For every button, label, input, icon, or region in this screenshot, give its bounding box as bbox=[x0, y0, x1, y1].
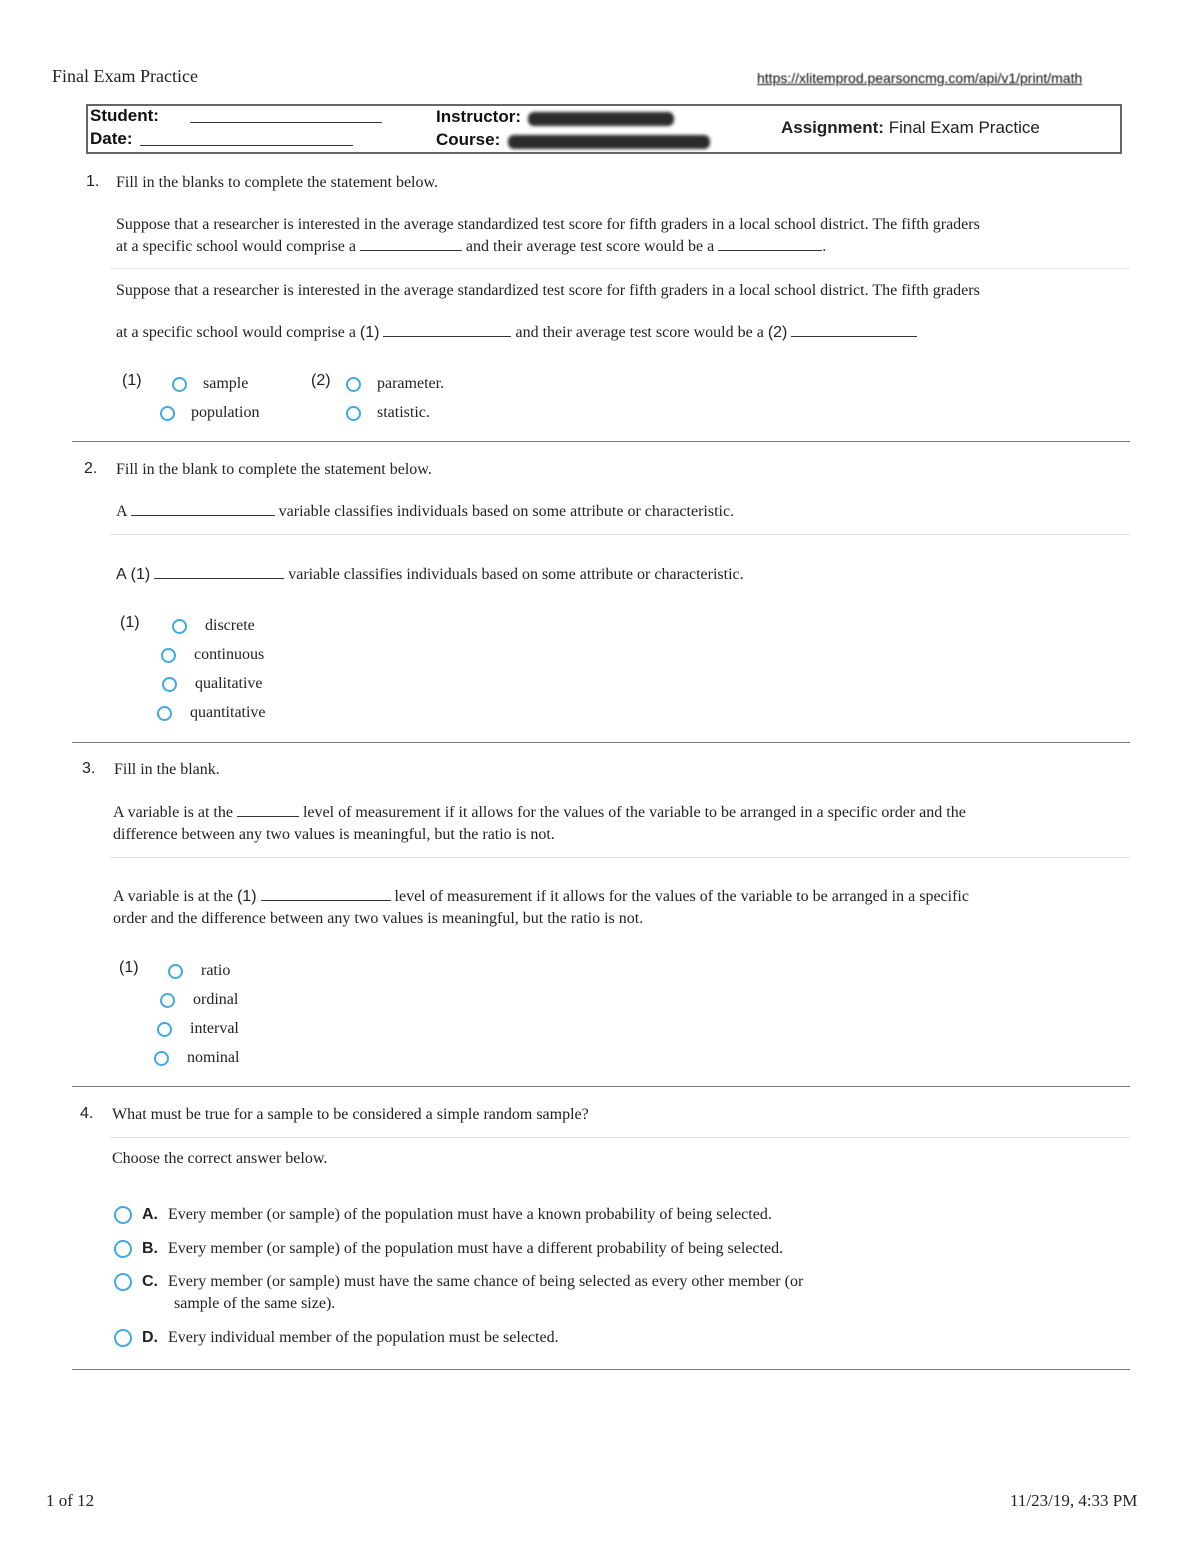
assignment-field bbox=[781, 118, 1040, 138]
option-interval[interactable]: interval bbox=[157, 1018, 239, 1040]
assignment-label: Assignment: bbox=[781, 118, 884, 137]
blank-tag: (1) bbox=[359, 324, 380, 341]
radio-button[interactable] bbox=[172, 619, 187, 634]
question-3-statement-line-2: difference between any two values is meaningful, but the ratio is not. bbox=[113, 826, 555, 843]
option-group-tag: (1) bbox=[119, 959, 139, 976]
question-divider bbox=[72, 742, 1130, 743]
course-redacted bbox=[508, 133, 710, 151]
choice-c-continued: sample of the same size). bbox=[174, 1295, 336, 1312]
blank-tag: (1) bbox=[236, 888, 257, 905]
date-label: Date: bbox=[90, 129, 133, 148]
radio-button[interactable] bbox=[162, 677, 177, 692]
radio-button[interactable] bbox=[161, 648, 176, 663]
question-divider bbox=[72, 1086, 1130, 1087]
print-timestamp: 11/23/19, 4:33 PM bbox=[1010, 1491, 1138, 1510]
option-ratio[interactable]: ratio bbox=[168, 960, 230, 982]
option-ordinal[interactable]: ordinal bbox=[160, 989, 238, 1011]
question-4-instruction: Choose the correct answer below. bbox=[112, 1150, 328, 1167]
question-3-statement-line-1: A variable is at the level of measurement if it allows for the values of the variable to be arranged in a specific order and the bbox=[113, 804, 966, 821]
answer-blank-1[interactable] bbox=[383, 324, 511, 337]
separator bbox=[110, 534, 1130, 535]
option-group-tag: (1) bbox=[120, 614, 140, 631]
radio-button[interactable] bbox=[160, 993, 175, 1008]
radio-button[interactable] bbox=[114, 1273, 132, 1291]
choice-a[interactable]: A. Every member (or sample) of the population must have a known probability of being selected. bbox=[114, 1204, 772, 1226]
radio-button[interactable] bbox=[157, 706, 172, 721]
option-qualitative[interactable]: qualitative bbox=[162, 673, 263, 695]
option-nominal[interactable]: nominal bbox=[154, 1047, 239, 1069]
student-field bbox=[190, 108, 382, 128]
question-3-number: 3. bbox=[82, 760, 96, 777]
separator bbox=[110, 857, 1130, 858]
option-group-tag: (1) bbox=[122, 372, 142, 389]
statement-blank bbox=[131, 503, 275, 516]
question-1-number: 1. bbox=[86, 173, 100, 190]
statement-blank bbox=[237, 804, 299, 817]
radio-button[interactable] bbox=[172, 377, 187, 392]
radio-button[interactable] bbox=[346, 406, 361, 421]
radio-button[interactable] bbox=[114, 1240, 132, 1258]
question-4-number: 4. bbox=[80, 1105, 94, 1122]
question-3-answer-line-2: order and the difference between any two values is meaningful, but the ratio is not. bbox=[113, 910, 644, 927]
instructor-redacted bbox=[528, 110, 674, 128]
choice-d[interactable]: D. Every individual member of the population must be selected. bbox=[114, 1327, 559, 1349]
question-1-answer-line-2: at a specific school would comprise a (1) and their average test score would be a (2) bbox=[116, 322, 917, 344]
radio-button[interactable] bbox=[346, 377, 361, 392]
choice-c[interactable]: C. Every member (or sample) must have the same chance of being selected as every other member (or bbox=[114, 1271, 803, 1293]
question-1-prompt: Fill in the blanks to complete the statement below. bbox=[116, 174, 439, 191]
student-label: Student: bbox=[90, 106, 159, 125]
radio-button[interactable] bbox=[114, 1329, 132, 1347]
option-parameter[interactable]: parameter. bbox=[346, 373, 444, 395]
option-sample[interactable]: sample bbox=[172, 373, 248, 395]
answer-blank-2[interactable] bbox=[791, 324, 917, 337]
choice-b[interactable]: B. Every member (or sample) of the population must have a different probability of being selected. bbox=[114, 1238, 783, 1260]
radio-button[interactable] bbox=[154, 1051, 169, 1066]
course-label: Course: bbox=[436, 130, 501, 149]
question-3-prompt: Fill in the blank. bbox=[114, 761, 220, 778]
radio-button[interactable] bbox=[157, 1022, 172, 1037]
page-number: 1 of 12 bbox=[46, 1491, 95, 1510]
answer-blank-1[interactable] bbox=[261, 888, 391, 901]
blank-tag: (2) bbox=[767, 324, 788, 341]
answer-blank-1[interactable] bbox=[154, 566, 284, 579]
radio-button[interactable] bbox=[168, 964, 183, 979]
question-4-prompt: What must be true for a sample to be considered a simple random sample? bbox=[112, 1106, 589, 1123]
statement-blank bbox=[718, 238, 822, 251]
option-quantitative[interactable]: quantitative bbox=[157, 702, 266, 724]
page-header-url[interactable]: https://xlitemprod.pearsoncmg.com/api/v1/print/math bbox=[757, 70, 1083, 86]
page-header-title: Final Exam Practice bbox=[52, 66, 198, 86]
date-field bbox=[140, 131, 353, 151]
instructor-label: Instructor: bbox=[436, 107, 521, 126]
question-2-number: 2. bbox=[84, 460, 98, 477]
statement-blank bbox=[360, 238, 462, 251]
option-statistic[interactable]: statistic. bbox=[346, 402, 430, 424]
blank-tag: (1) bbox=[130, 566, 151, 583]
question-2-prompt: Fill in the blank to complete the statement below. bbox=[116, 461, 432, 478]
radio-button[interactable] bbox=[114, 1206, 132, 1224]
question-divider bbox=[72, 1369, 1130, 1370]
assignment-value: Final Exam Practice bbox=[888, 118, 1040, 137]
separator bbox=[110, 268, 1130, 269]
separator bbox=[110, 1137, 1130, 1138]
question-1-statement-line-2: at a specific school would comprise a and their average test score would be a . bbox=[116, 238, 827, 255]
option-discrete[interactable]: discrete bbox=[172, 615, 255, 637]
question-2-answer: A (1) variable classifies individuals based on some attribute or characteristic. bbox=[116, 566, 744, 583]
option-continuous[interactable]: continuous bbox=[161, 644, 264, 666]
option-population[interactable]: population bbox=[160, 402, 259, 424]
question-1-statement-line-1: Suppose that a researcher is interested in the average standardized test score for fifth graders in a local school district. The fifth graders bbox=[116, 216, 980, 233]
radio-button[interactable] bbox=[160, 406, 175, 421]
question-divider bbox=[72, 441, 1130, 442]
question-3-answer-line-1: A variable is at the (1) level of measurement if it allows for the values of the variable to be arranged in a specific bbox=[113, 888, 969, 905]
question-2-statement: A variable classifies individuals based on some attribute or characteristic. bbox=[116, 503, 735, 520]
option-group-tag: (2) bbox=[311, 372, 331, 389]
question-1-answer-line-1: Suppose that a researcher is interested in the average standardized test score for fifth graders in a local school district. The fifth graders bbox=[116, 282, 980, 299]
